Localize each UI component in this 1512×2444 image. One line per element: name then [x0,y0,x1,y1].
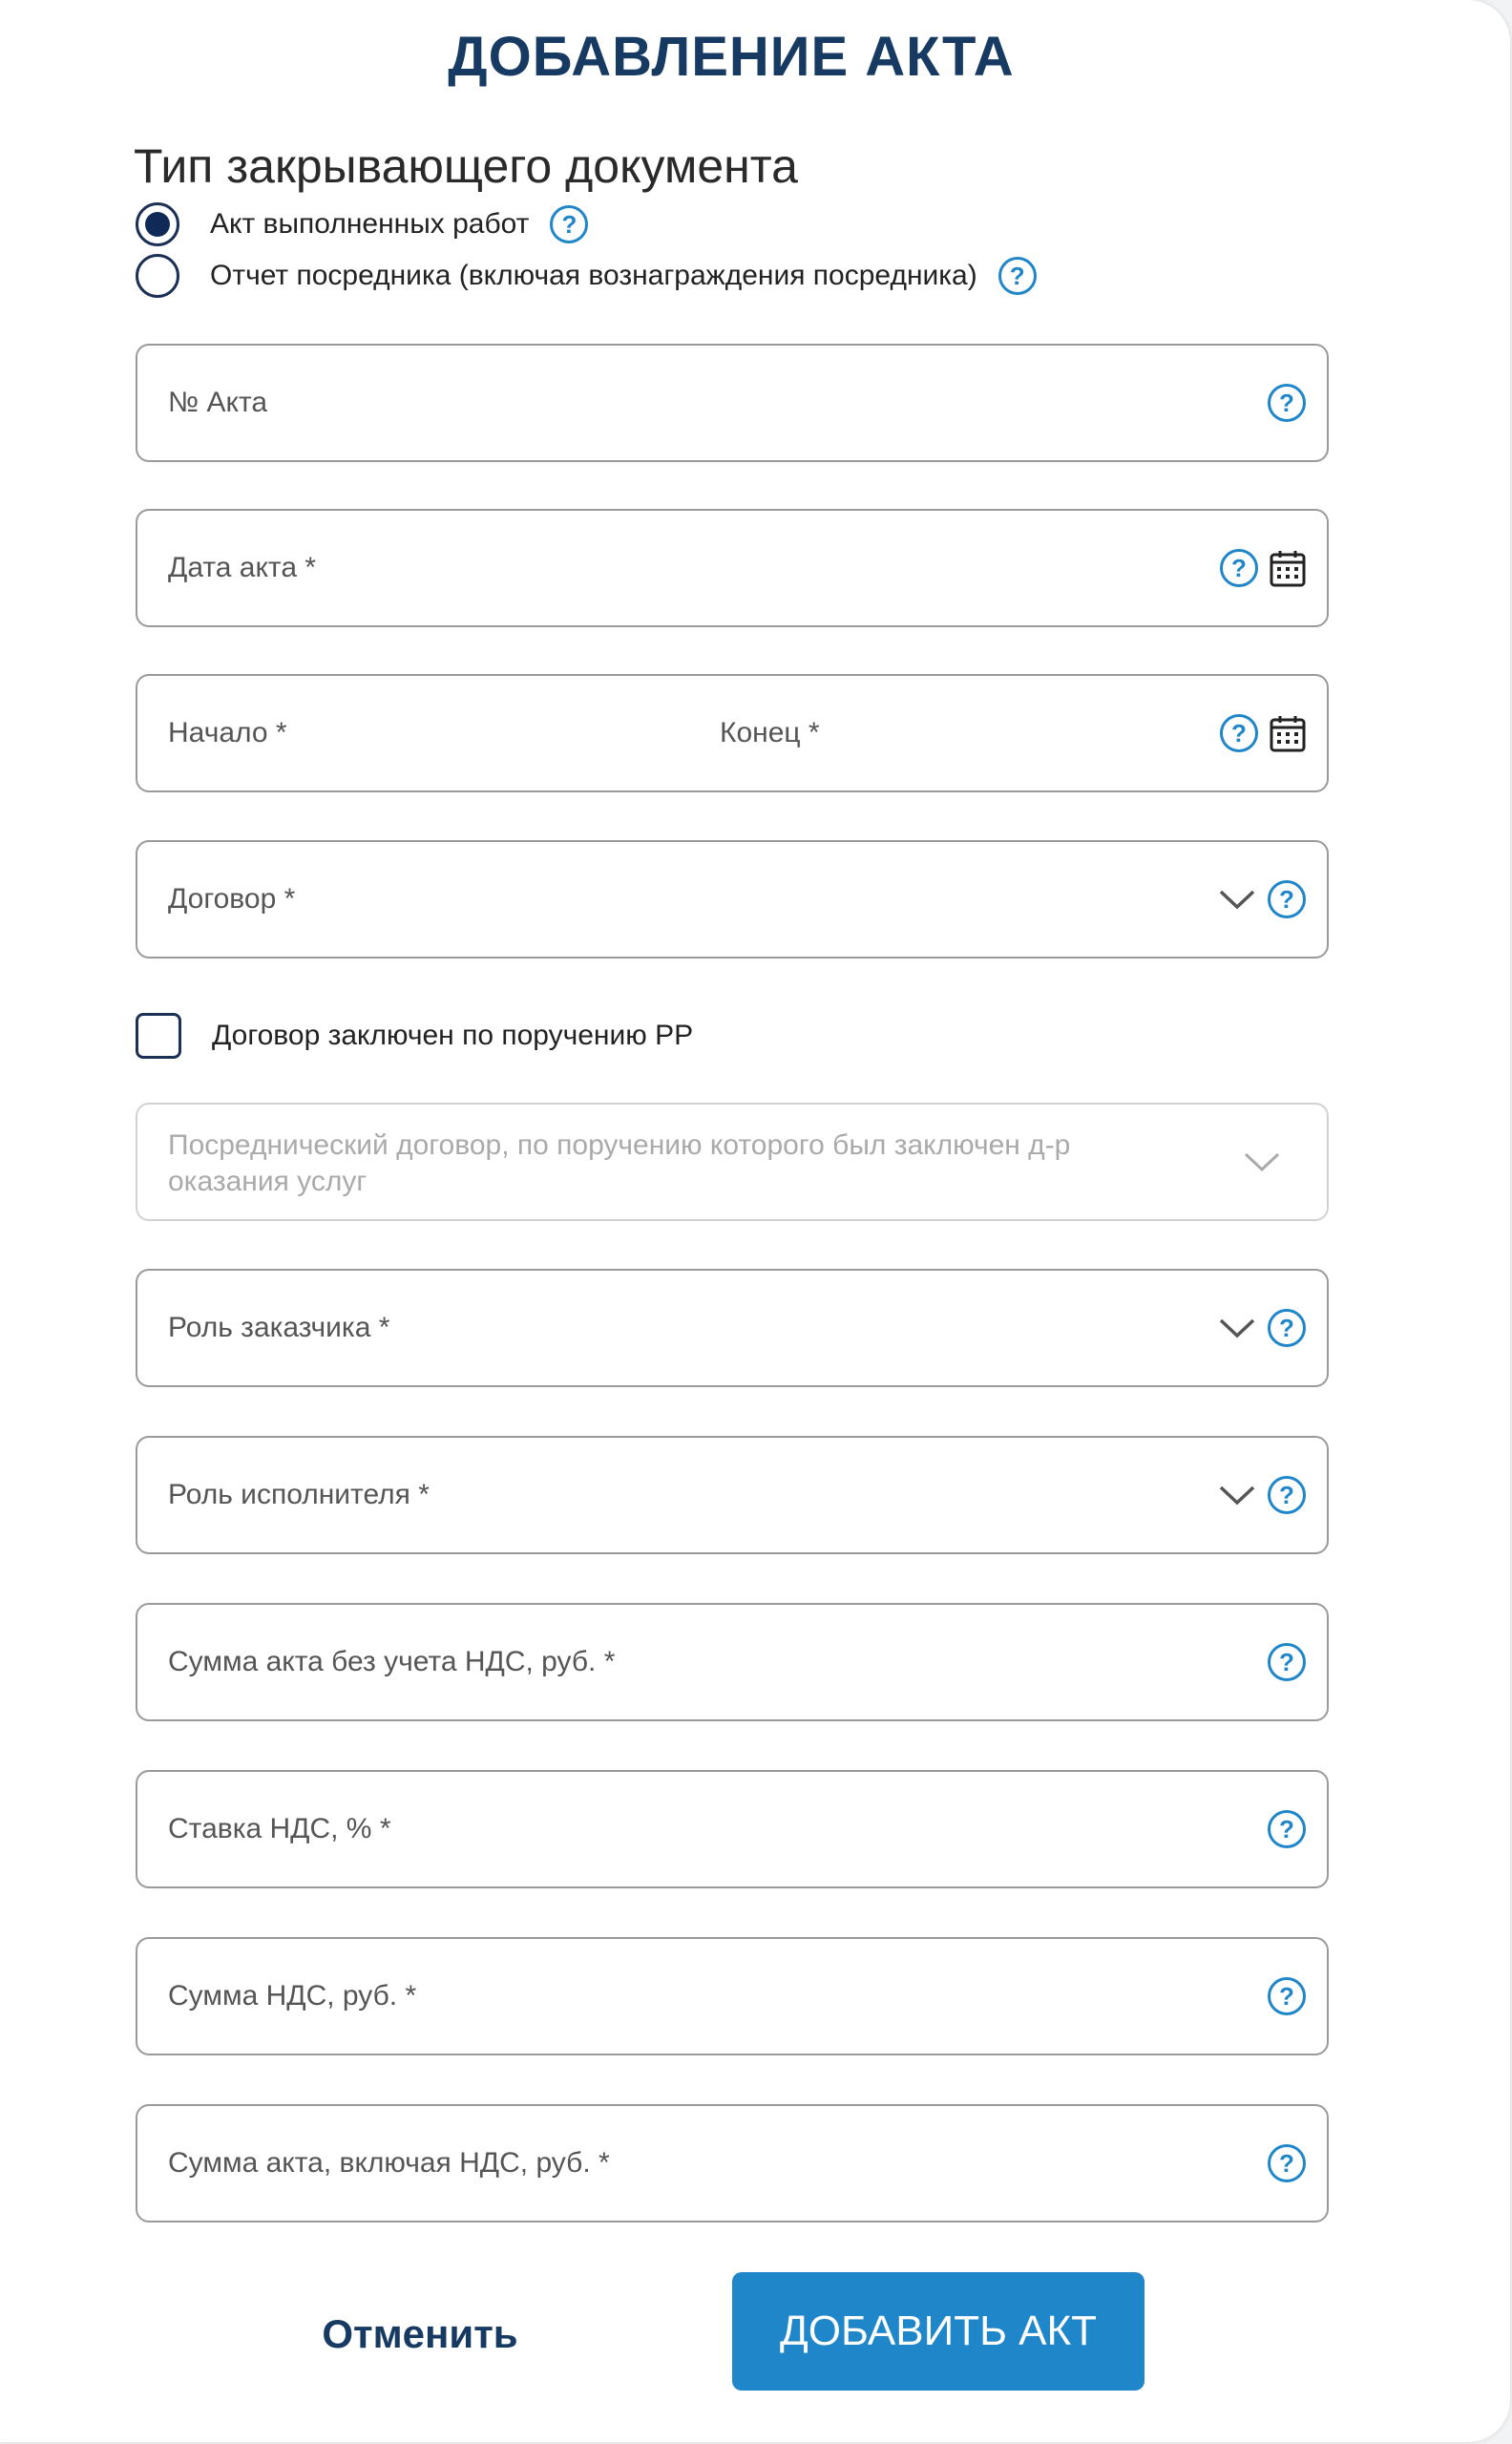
intermediary-contract-label: Посреднический договор, по поручению которого был заключен д-р оказания услуг [168,1129,1071,1197]
help-icon[interactable]: ? [998,257,1037,295]
help-icon[interactable]: ? [1268,1309,1306,1347]
contract-select[interactable] [136,840,1329,959]
radio-row-report[interactable] [136,250,1037,302]
sum-with-vat-field[interactable] [136,2104,1329,2223]
vat-sum-label: Сумма НДС, руб. * [168,1980,417,2012]
vat-rate-label: Ставка НДС, % * [168,1813,391,1844]
period-end-label: Конец * [720,717,820,748]
intermediary-contract-select [136,1103,1329,1221]
period-field[interactable] [136,674,1329,792]
help-icon[interactable]: ? [1268,1476,1306,1514]
help-icon[interactable]: ? [1220,549,1258,587]
help-icon[interactable]: ? [1268,1643,1306,1681]
radio-intermediary-report[interactable] [136,254,179,298]
help-icon[interactable]: ? [1268,1810,1306,1848]
sum-without-vat-label: Сумма акта без учета НДС, руб. * [168,1646,616,1677]
customer-role-label: Роль заказчика * [168,1312,390,1343]
radio-row-act[interactable] [136,199,588,250]
doc-type-label: Тип закрывающего документа [134,139,798,193]
period-start-label: Начало * [168,717,287,748]
executor-role-label: Роль исполнителя * [168,1479,430,1510]
act-number-field[interactable] [136,344,1329,462]
radio-act-of-works-label: Акт выполненных работ [210,208,530,240]
calendar-icon[interactable] [1270,549,1306,587]
act-date-label: Дата акта * [168,552,317,583]
sum-with-vat-label: Сумма акта, включая НДС, руб. * [168,2147,610,2179]
chevron-down-icon [1243,1150,1281,1173]
sum-without-vat-field[interactable] [136,1603,1329,1721]
cancel-button[interactable]: Отменить [322,2311,518,2356]
chevron-down-icon[interactable] [1218,888,1256,911]
help-icon[interactable]: ? [1220,714,1258,752]
checkbox-row-pp[interactable] [136,1012,693,1060]
help-icon[interactable]: ? [1268,384,1306,422]
act-date-field[interactable] [136,509,1329,627]
vat-rate-field[interactable] [136,1770,1329,1888]
chevron-down-icon[interactable] [1218,1317,1256,1339]
help-icon[interactable]: ? [550,205,588,243]
radio-intermediary-report-label: Отчет посредника (включая вознаграждения посредника) [210,260,977,291]
help-icon[interactable]: ? [1268,1977,1306,2015]
vat-sum-field[interactable] [136,1937,1329,2055]
add-act-button[interactable]: ДОБАВИТЬ АКТ [732,2272,1144,2391]
contract-label: Договор * [168,883,296,915]
contract-by-pp-label: Договор заключен по поручению РР [212,1020,694,1051]
calendar-icon[interactable] [1270,714,1306,752]
modal-title: ДОБАВЛЕНИЕ АКТА [448,26,1015,88]
radio-act-of-works[interactable] [136,202,179,246]
contract-by-pp-checkbox[interactable] [136,1013,181,1059]
customer-role-select[interactable] [136,1269,1329,1387]
help-icon[interactable]: ? [1268,880,1306,918]
act-number-label: № Акта [168,387,268,418]
chevron-down-icon[interactable] [1218,1484,1256,1506]
executor-role-select[interactable] [136,1436,1329,1554]
help-icon[interactable]: ? [1268,2144,1306,2182]
